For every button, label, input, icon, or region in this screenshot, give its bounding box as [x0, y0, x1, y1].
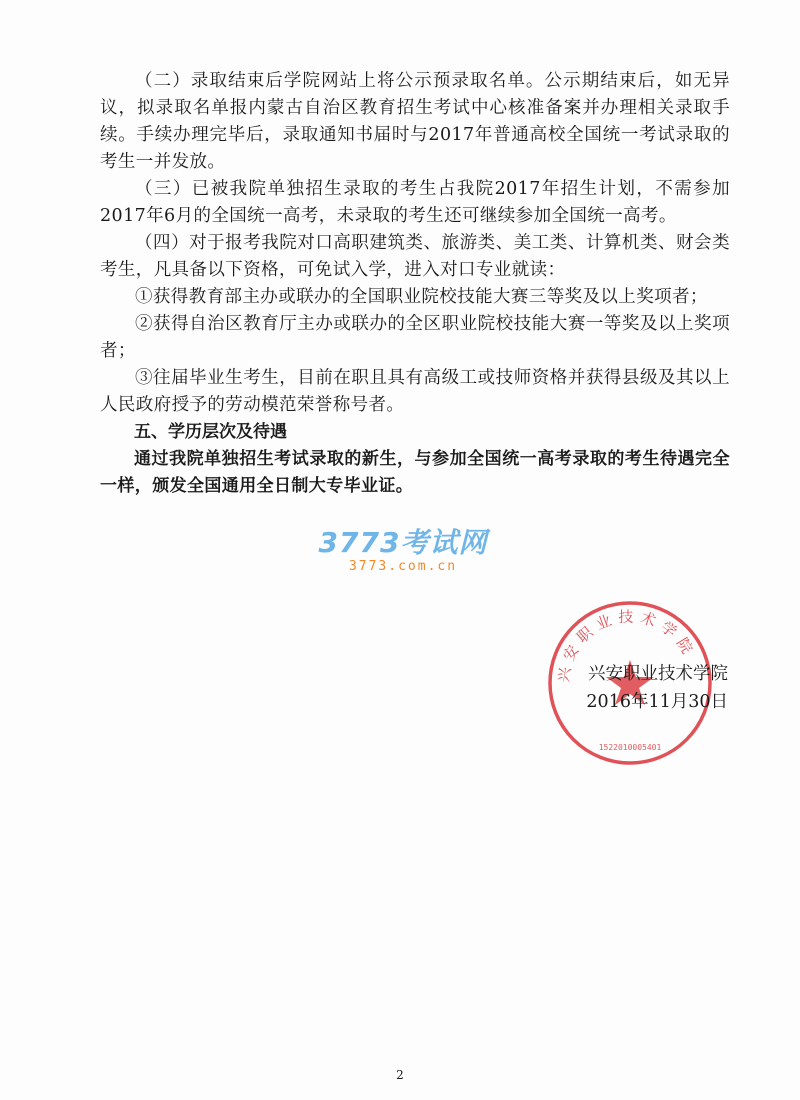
paragraph-exemption-intro: （四）对于报考我院对口高职建筑类、旅游类、美工类、计算机类、财会类考生，凡具备以下资格，可免试入学，进入对口专业就读： [100, 233, 730, 280]
signature-block [548, 660, 728, 716]
paragraph-plan-quota: （三）已被我院单独招生录取的考生占我院2017年招生计划，不需参加2017年6月的全国统一高考，未录取的考生还可继续参加全国统一高考。 [100, 179, 730, 226]
page-number: 2 [396, 1068, 404, 1082]
site-watermark [318, 527, 488, 575]
signature-institution: 兴安职业技术学院 [588, 664, 728, 684]
watermark-title: 3773考试网 [318, 526, 488, 559]
section-heading: 五、学历层次及待遇 [134, 422, 287, 442]
paragraph-admission-notice: （二）录取结束后学院网站上将公示预录取名单。公示期结束后，如无异议，拟录取名单报内蒙古自治区教育招生考试中心核准备案并办理相关录取手续。手续办理完毕后，录取通知书届时与2017年普通高校全国统一考试录取的考生一并发放。 [100, 71, 730, 172]
document-body [100, 68, 730, 500]
signature-date: 2016年11月30日 [586, 692, 728, 712]
list-item-model-worker: ③往届毕业生考生，目前在职且具有高级工或技师资格并获得县级及其以上人民政府授予的劳动模范荣誉称号者。 [100, 368, 730, 415]
watermark-url: 3773.com.cn [348, 559, 458, 574]
seal-text: 兴安职业技术学院 [554, 607, 700, 684]
section-body: 通过我院单独招生考试录取的新生，与参加全国统一高考录取的考生待遇完全一样，颁发全国通用全日制大专毕业证。 [100, 449, 730, 496]
seal-code: 1522010005401 [598, 743, 662, 752]
list-item-regional-award: ②获得自治区教育厅主办或联办的全区职业院校技能大赛一等奖及以上奖项者； [100, 314, 730, 361]
list-item-national-award: ①获得教育部主办或联办的全国职业院校技能大赛三等奖及以上奖项者； [135, 287, 708, 307]
